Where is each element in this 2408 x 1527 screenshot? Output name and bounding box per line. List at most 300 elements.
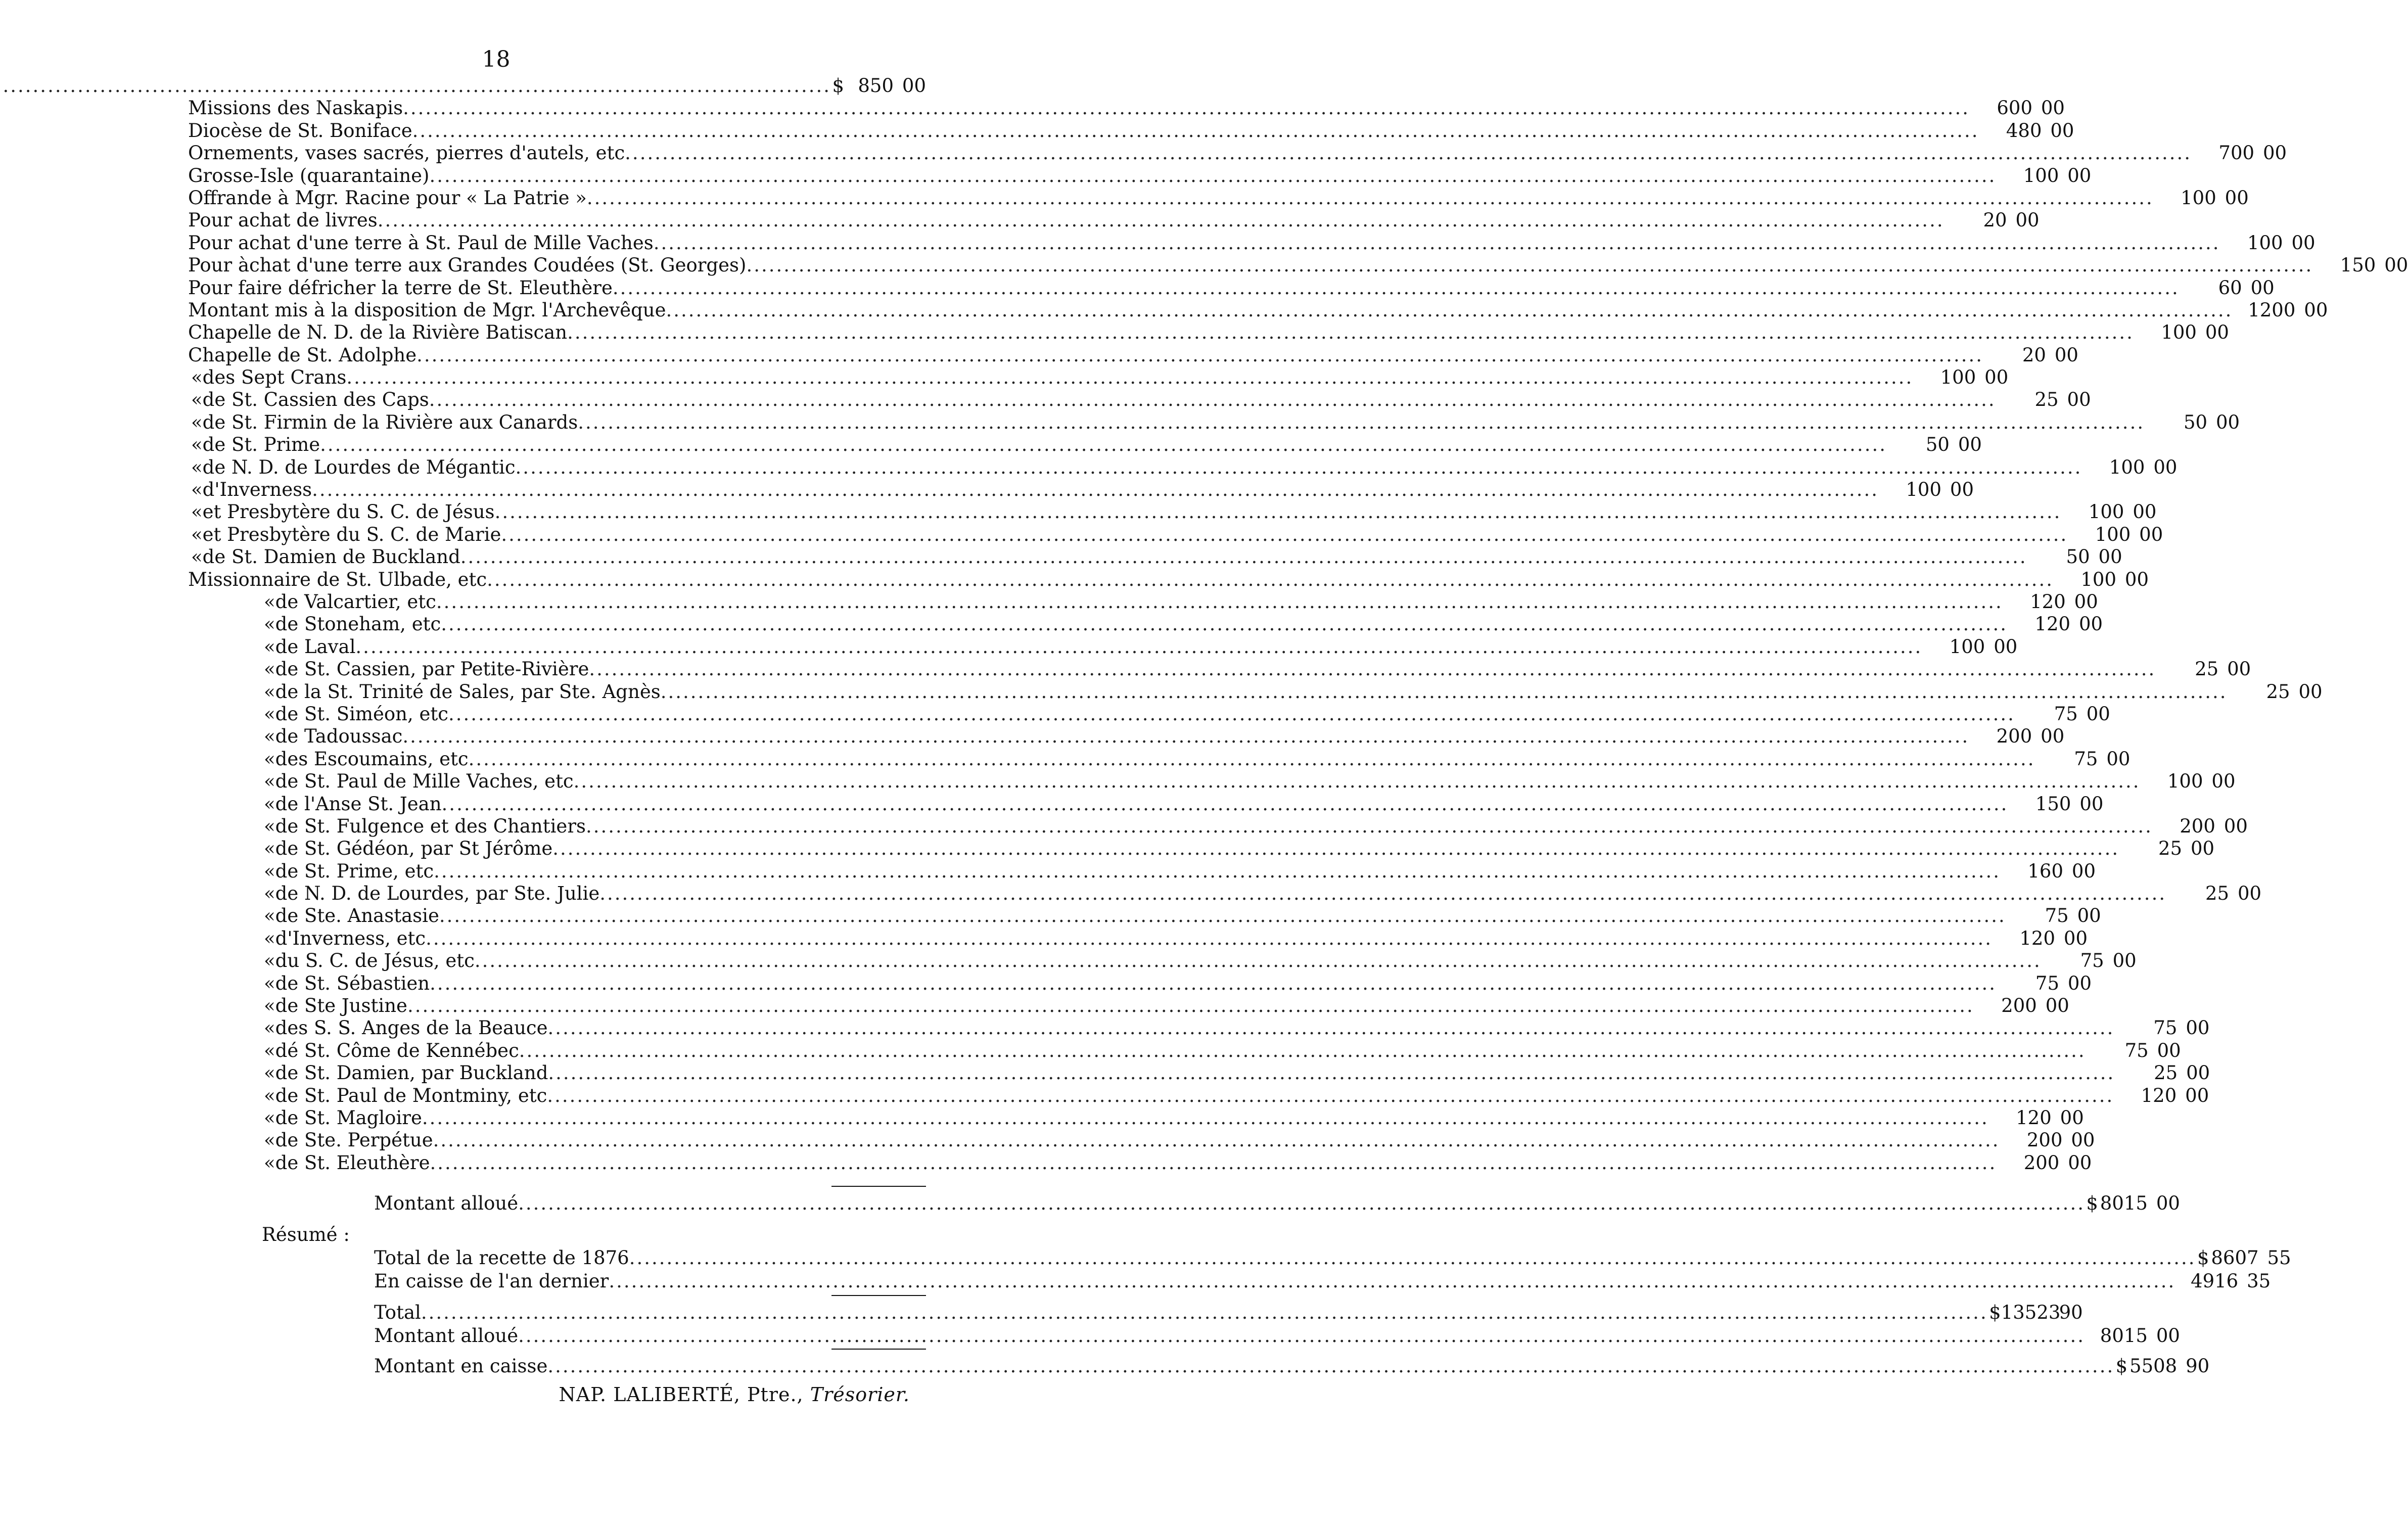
ledger-row <box>188 860 2096 883</box>
dot-leader <box>429 389 1996 411</box>
ditto-mark: « <box>264 972 275 994</box>
summary-prior-cash-label: En caisse de l'an dernier <box>374 1270 609 1292</box>
ditto-mark: « <box>264 905 275 927</box>
dot-leader <box>430 165 1997 187</box>
entry-label: Missionnaire de St. Ulbade, etc <box>188 568 487 590</box>
ledger-row <box>188 254 2408 276</box>
summary-block <box>263 1246 2291 1293</box>
entry-label: de N. D. de Lourdes de Mégantic <box>202 456 516 478</box>
currency-sign: $ <box>2086 1192 2098 1214</box>
dot-leader <box>574 770 2141 793</box>
ledger-row <box>188 568 2149 591</box>
ledger-row <box>188 793 2104 815</box>
amount-cents: 00 <box>2078 613 2103 635</box>
ditto-mark: « <box>264 613 275 635</box>
entry-label: de St. Magloire <box>275 1106 422 1129</box>
amount-dollars: 25 <box>2034 389 2059 411</box>
treasurer-role: Trésorier. <box>810 1383 910 1406</box>
sum-rule <box>831 1186 926 1187</box>
allocated-total-label: Montant alloué <box>374 1192 519 1214</box>
ditto-mark: « <box>191 523 203 545</box>
amount-dollars: 700 <box>2218 142 2255 164</box>
allocated-total-block <box>263 1192 2180 1215</box>
ditto-mark: « <box>264 725 275 748</box>
dot-leader <box>552 838 2119 860</box>
dot-leader <box>578 411 2145 434</box>
ledger-row <box>188 344 2078 366</box>
dot-leader <box>519 1040 2086 1062</box>
ledger-row <box>188 1084 2209 1107</box>
ditto-mark: « <box>264 1106 275 1129</box>
amount-cents: 00 <box>2045 995 2069 1017</box>
ledger-row <box>188 748 2131 770</box>
ledger-row <box>188 927 2088 950</box>
dot-leader <box>426 928 1993 950</box>
dot-leader <box>346 366 1913 389</box>
ledger-row <box>188 703 2110 725</box>
dot-leader <box>666 299 2233 321</box>
dot-leader <box>587 187 2154 209</box>
ledger-row <box>188 838 2215 860</box>
sum-rule <box>831 1349 926 1350</box>
allocated-total-row <box>263 1192 2180 1215</box>
ditto-mark: « <box>264 770 275 793</box>
amount-cents: 00 <box>2133 501 2157 523</box>
ditto-mark: « <box>191 546 203 568</box>
amount-dollars: 120 <box>2034 613 2071 635</box>
ditto-mark: « <box>191 501 203 523</box>
dot-leader <box>441 613 2008 635</box>
ditto-mark: « <box>264 927 275 949</box>
amount-dollars: 120 <box>2030 590 2066 613</box>
ledger-row <box>188 725 2065 748</box>
currency-sign: $ <box>832 75 844 97</box>
carried-forward-row <box>188 75 926 97</box>
dot-leader <box>312 479 1879 501</box>
dot-leader <box>547 1355 2114 1378</box>
amount-cents: 00 <box>2384 254 2408 276</box>
dot-leader <box>516 456 2082 479</box>
amount-dollars: 100 <box>1906 479 1941 501</box>
ledger-row <box>188 995 2069 1017</box>
amount-dollars: 160 <box>2027 860 2063 882</box>
ditto-mark: « <box>264 703 275 725</box>
entry-label: et Presbytère du S. C. de Marie <box>202 523 501 545</box>
amount-dollars: 100 <box>2181 187 2216 209</box>
ledger-row <box>188 1062 2210 1084</box>
amount-dollars: 120 <box>2141 1084 2177 1106</box>
ledger-row <box>188 389 2091 411</box>
ledger-row <box>188 613 2103 635</box>
ditto-mark: « <box>191 366 203 389</box>
amount-dollars: 120 <box>2019 927 2055 949</box>
amount-cents: 00 <box>2185 1084 2209 1106</box>
ditto-mark: « <box>264 1062 275 1084</box>
treasurer-signature <box>0 1382 910 1407</box>
amount-cents: 00 <box>1994 635 2018 658</box>
dot-leader <box>0 75 831 97</box>
ditto-mark: « <box>264 815 275 837</box>
amount-dollars: 200 <box>2001 995 2037 1017</box>
amount-dollars: 13523 <box>2001 1302 2061 1323</box>
amount-dollars: 60 <box>2218 276 2242 299</box>
ditto-mark: « <box>264 860 275 882</box>
amount-dollars: 100 <box>2080 568 2116 590</box>
entry-label: de St. Fulgence et des Chantiers <box>275 815 586 837</box>
amount-cents: 00 <box>2086 703 2110 725</box>
dot-leader <box>599 883 2166 905</box>
ledger-row <box>188 770 2236 793</box>
amount-cents: 00 <box>2156 1325 2180 1347</box>
ditto-mark: « <box>264 995 275 1017</box>
ledger-row <box>188 232 2316 254</box>
entry-label: Pour achat d'une terre à St. Paul de Mille Vaches <box>188 232 654 254</box>
amount-dollars: 20 <box>2022 344 2046 366</box>
dot-leader <box>436 591 2003 613</box>
amount-cents: 00 <box>2191 838 2215 860</box>
dot-leader <box>407 995 1974 1017</box>
ledger-row <box>188 1106 2084 1129</box>
amount-dollars: 75 <box>2045 905 2069 927</box>
entries-list <box>188 97 2408 1174</box>
entry-label: Diocèse de St. Boniface <box>188 119 412 142</box>
amount-cents: 00 <box>2015 209 2040 232</box>
ledger <box>188 75 2408 1174</box>
dot-leader <box>430 973 1997 995</box>
entry-label: de N. D. de Lourdes, par Ste. Julie <box>275 883 600 905</box>
amount-cents: 00 <box>2124 568 2149 590</box>
entry-label: de St. Gédéon, par St Jérôme <box>275 838 553 860</box>
dot-leader <box>448 703 2015 725</box>
entry-label: d'Inverness <box>202 479 312 501</box>
amount-dollars: 75 <box>2080 950 2104 972</box>
amount-cents: 00 <box>2050 119 2074 142</box>
summary-cash-row <box>263 1355 2210 1378</box>
ditto-mark: « <box>191 411 203 433</box>
ditto-mark: « <box>264 1084 275 1106</box>
currency-sign: $ <box>1989 1302 2001 1323</box>
ledger-row <box>188 883 2262 905</box>
dot-leader <box>586 815 2153 838</box>
amount-dollars: 100 <box>2247 232 2283 254</box>
dot-leader <box>378 209 1944 232</box>
amount-dollars: 200 <box>2026 1129 2063 1151</box>
ditto-mark: « <box>264 793 275 815</box>
ditto-mark: « <box>191 479 203 501</box>
amount-dollars: 25 <box>2158 838 2183 860</box>
sum-rule <box>831 1295 926 1296</box>
entry-label: de St. Damien de Buckland <box>202 546 460 568</box>
summary-receipts-row <box>263 1246 2291 1270</box>
amount-cents: 00 <box>2291 232 2316 254</box>
ledger-row <box>188 635 2018 658</box>
entry-label: de Stoneham, etc <box>275 613 441 635</box>
dot-leader <box>629 1246 2196 1270</box>
dot-leader <box>548 1017 2115 1039</box>
amount-cents: 00 <box>1984 366 2009 389</box>
dot-leader <box>416 344 1983 366</box>
amount-dollars: 200 <box>2023 1151 2060 1174</box>
ditto-mark: « <box>264 950 275 972</box>
ditto-mark: « <box>264 883 275 905</box>
amount-dollars: 25 <box>2154 1062 2178 1084</box>
amount-cents: 00 <box>2060 1106 2084 1129</box>
dot-leader <box>661 681 2228 703</box>
amount-cents: 00 <box>2098 546 2122 568</box>
amount-dollars: 100 <box>2167 770 2203 793</box>
amount-dollars: 25 <box>2205 883 2230 905</box>
amount-dollars: 150 <box>2035 793 2071 815</box>
amount-cents: 00 <box>2068 1151 2092 1174</box>
amount-dollars: 200 <box>1996 725 2032 748</box>
ditto-mark: « <box>264 680 275 703</box>
amount-cents: 00 <box>2250 276 2275 299</box>
amount-dollars: 5508 <box>2129 1355 2178 1377</box>
ledger-row <box>188 276 2275 299</box>
entry-label: Pour achat de livres <box>188 209 378 232</box>
ledger-row <box>188 1151 2092 1174</box>
amount-cents: 00 <box>2079 793 2104 815</box>
amount-cents: 00 <box>2071 860 2096 882</box>
ledger-row <box>188 815 2248 838</box>
dot-leader <box>746 254 2313 276</box>
dot-leader <box>320 434 1887 456</box>
ditto-mark: « <box>264 658 275 680</box>
entry-label: Chapelle de St. Adolphe <box>188 344 417 366</box>
dot-leader <box>475 950 2042 972</box>
entry-label: et Presbytère du S. C. de Jésus <box>202 501 495 523</box>
amount-cents: 90 <box>2186 1355 2210 1377</box>
ledger-row <box>188 658 2251 680</box>
amount-cents: 00 <box>2074 590 2098 613</box>
dot-leader <box>421 1301 1988 1324</box>
amount-cents: 00 <box>2067 972 2092 994</box>
dot-leader <box>567 321 2134 344</box>
amount-cents: 00 <box>902 75 926 97</box>
ledger-row <box>188 164 2092 187</box>
amount-cents: 00 <box>2157 1039 2181 1061</box>
amount-dollars: 600 <box>1997 97 2032 119</box>
dot-leader <box>518 1324 2085 1348</box>
amount-cents: 00 <box>2225 187 2249 209</box>
amount-cents: 00 <box>2106 748 2131 770</box>
amount-dollars: 75 <box>2035 972 2059 994</box>
ledger-row <box>188 950 2137 972</box>
dot-leader <box>487 569 2054 591</box>
amount-cents: 00 <box>2054 344 2078 366</box>
amount-cents: 00 <box>2077 905 2101 927</box>
ledger-row <box>188 1039 2181 1062</box>
amount-cents: 00 <box>2156 1192 2180 1214</box>
amount-dollars: 100 <box>2088 501 2124 523</box>
ledger-row <box>188 187 2249 209</box>
amount-cents: 00 <box>2186 1062 2210 1084</box>
dot-leader <box>625 142 2192 164</box>
ledger-row <box>188 97 2065 119</box>
amount-dollars: 75 <box>2124 1039 2149 1061</box>
summary-receipts-label: Total de la recette de 1876 <box>374 1247 629 1269</box>
dot-leader <box>412 120 1979 142</box>
amount-dollars: 75 <box>2074 748 2098 770</box>
entry-label: de St. Sébastien <box>275 972 430 994</box>
ditto-mark: « <box>264 1017 275 1039</box>
amount-dollars: 100 <box>2023 164 2059 187</box>
entry-label: de St. Paul de Montminy, etc <box>275 1084 547 1106</box>
ledger-row <box>188 546 2122 568</box>
ditto-mark: « <box>191 434 203 456</box>
amount-cents: 00 <box>2139 523 2163 545</box>
entry-label: de St. Cassien des Caps <box>202 389 429 411</box>
entry-label: Chapelle de N. D. de la Rivière Batiscan <box>188 321 568 344</box>
ledger-row <box>188 501 2157 523</box>
entry-label: de Laval <box>275 635 356 658</box>
entry-label: Offrande à Mgr. Racine pour « La Patrie » <box>188 187 587 209</box>
dot-leader <box>422 1107 1989 1129</box>
amount-dollars: 200 <box>2180 815 2215 837</box>
amount-cents: 00 <box>2298 680 2323 703</box>
amount-cents: 90 <box>2059 1302 2083 1323</box>
entry-label: de St. Firmin de la Rivière aux Canards <box>202 411 578 433</box>
summary-allocated-label: Montant alloué <box>374 1325 519 1347</box>
ditto-mark: « <box>264 635 275 658</box>
amount-dollars: 50 <box>1925 434 1950 456</box>
page-number: 18 <box>482 47 511 72</box>
amount-dollars: 50 <box>2184 411 2208 433</box>
entry-label: de Valcartier, etc <box>275 590 436 613</box>
amount-dollars: 8607 <box>2211 1247 2259 1269</box>
entry-label: Montant mis à la disposition de Mgr. l'Archevêque <box>188 299 666 321</box>
amount-dollars: 25 <box>2266 680 2290 703</box>
ditto-mark: « <box>264 1151 275 1174</box>
amount-dollars: 20 <box>1983 209 2007 232</box>
amount-cents: 00 <box>2063 927 2088 949</box>
summary-total-block <box>263 1301 2180 1348</box>
ledger-row <box>188 523 2163 546</box>
entry-label: des Sept Crans <box>202 366 347 389</box>
amount-dollars: 850 <box>858 75 894 97</box>
amount-cents: 00 <box>2205 321 2229 344</box>
entry-label: de Ste. Anastasie <box>275 905 439 927</box>
amount-dollars: 100 <box>1949 635 1985 658</box>
amount-dollars: 50 <box>2066 546 2090 568</box>
dot-leader <box>495 501 2062 523</box>
entry-label: d'Inverness, etc <box>275 927 426 949</box>
ledger-row <box>188 905 2101 927</box>
entry-label: de St. Damien, par Buckland <box>275 1062 548 1084</box>
amount-dollars: 4916 <box>2191 1270 2239 1292</box>
entry-label: de l'Anse St. Jean <box>275 793 442 815</box>
dot-leader <box>442 793 2009 815</box>
entry-label: Grosse-Isle (quarantaine) <box>188 164 430 187</box>
amount-dollars: 100 <box>1940 366 1976 389</box>
amount-cents: 00 <box>1958 434 1982 456</box>
summary-total-label: Total <box>374 1302 421 1323</box>
entry-label: Ornements, vases sacrés, pierres d'autels, etc <box>188 142 625 164</box>
dot-leader <box>654 232 2220 254</box>
amount-cents: 00 <box>2067 164 2092 187</box>
ditto-mark: « <box>264 1129 275 1151</box>
ledger-row <box>188 972 2092 995</box>
entry-label: des S. S. Anges de la Beauce <box>275 1017 548 1039</box>
entry-label: de Ste. Perpétue <box>275 1129 433 1151</box>
amount-cents: 00 <box>2211 770 2236 793</box>
ditto-mark: « <box>191 389 203 411</box>
ledger-row <box>188 142 2287 164</box>
ledger-row <box>188 366 2009 389</box>
ledger-row <box>188 119 2074 142</box>
ditto-mark: « <box>264 838 275 860</box>
treasurer-name: NAP. LALIBERTÉ, Ptre., <box>559 1383 804 1406</box>
amount-cents: 00 <box>2227 658 2251 680</box>
ledger-row <box>188 1017 2210 1039</box>
ledger-row <box>188 434 1982 456</box>
entry-label: de la St. Trinité de Sales, par Ste. Agnès <box>275 680 661 703</box>
amount-cents: 00 <box>2238 883 2262 905</box>
entry-label: de St. Cassien, par Petite-Rivière <box>275 658 589 680</box>
ledger-row <box>188 299 2328 321</box>
ditto-mark: « <box>264 590 275 613</box>
amount-cents: 00 <box>2224 815 2248 837</box>
amount-cents: 00 <box>2071 1129 2095 1151</box>
amount-dollars: 120 <box>2016 1106 2052 1129</box>
ledger-row <box>188 680 2323 703</box>
ditto-mark: « <box>264 1039 275 1061</box>
entry-label: Missions des Naskapis <box>188 97 403 119</box>
ledger-row <box>188 590 2098 613</box>
amount-dollars: 8015 <box>2100 1325 2148 1347</box>
entry-label: du S. C. de Jésus, etc <box>275 950 475 972</box>
dot-leader <box>439 905 2006 927</box>
amount-cents: 00 <box>1950 479 1974 501</box>
entry-label: Pour àchat d'une terre aux Grandes Coudées (St. Georges) <box>188 254 747 276</box>
currency-sign: $ <box>2197 1247 2209 1269</box>
ledger-row <box>188 456 2178 479</box>
entry-label: de St. Siméon, etc <box>275 703 448 725</box>
amount-cents: 00 <box>2216 411 2240 433</box>
dot-leader <box>547 1085 2114 1107</box>
dot-leader <box>403 97 1970 119</box>
summary-heading: Résumé : <box>262 1224 350 1245</box>
ditto-mark: « <box>264 748 275 770</box>
amount-cents: 00 <box>2041 725 2065 748</box>
amount-cents: 00 <box>2112 950 2137 972</box>
ledger-row <box>188 411 2240 434</box>
amount-dollars: 100 <box>2161 321 2197 344</box>
ledger-row <box>188 209 2040 232</box>
amount-cents: 55 <box>2267 1247 2291 1269</box>
dot-leader <box>434 860 2001 883</box>
dot-leader <box>430 1152 1997 1174</box>
dot-leader <box>433 1129 2000 1151</box>
amount-dollars: 75 <box>2054 703 2078 725</box>
amount-dollars: 100 <box>2109 456 2145 478</box>
dot-leader <box>589 658 2156 680</box>
entry-label: Pour faire défricher la terre de St. Eleuthère <box>188 276 613 299</box>
ditto-mark: « <box>191 456 203 478</box>
summary-prior-cash-row <box>263 1270 2271 1293</box>
dot-leader <box>548 1062 2115 1084</box>
summary-total-row <box>263 1301 2083 1324</box>
amount-dollars: 150 <box>2340 254 2376 276</box>
dot-leader <box>501 524 2068 546</box>
dot-leader <box>469 748 2035 770</box>
amount-cents: 00 <box>2041 97 2065 119</box>
amount-dollars: 8015 <box>2100 1192 2148 1214</box>
ledger-row <box>188 1129 2095 1151</box>
amount-cents: 00 <box>2304 299 2328 321</box>
entry-label: des Escoumains, etc <box>275 748 469 770</box>
currency-sign: $ <box>2115 1355 2128 1377</box>
